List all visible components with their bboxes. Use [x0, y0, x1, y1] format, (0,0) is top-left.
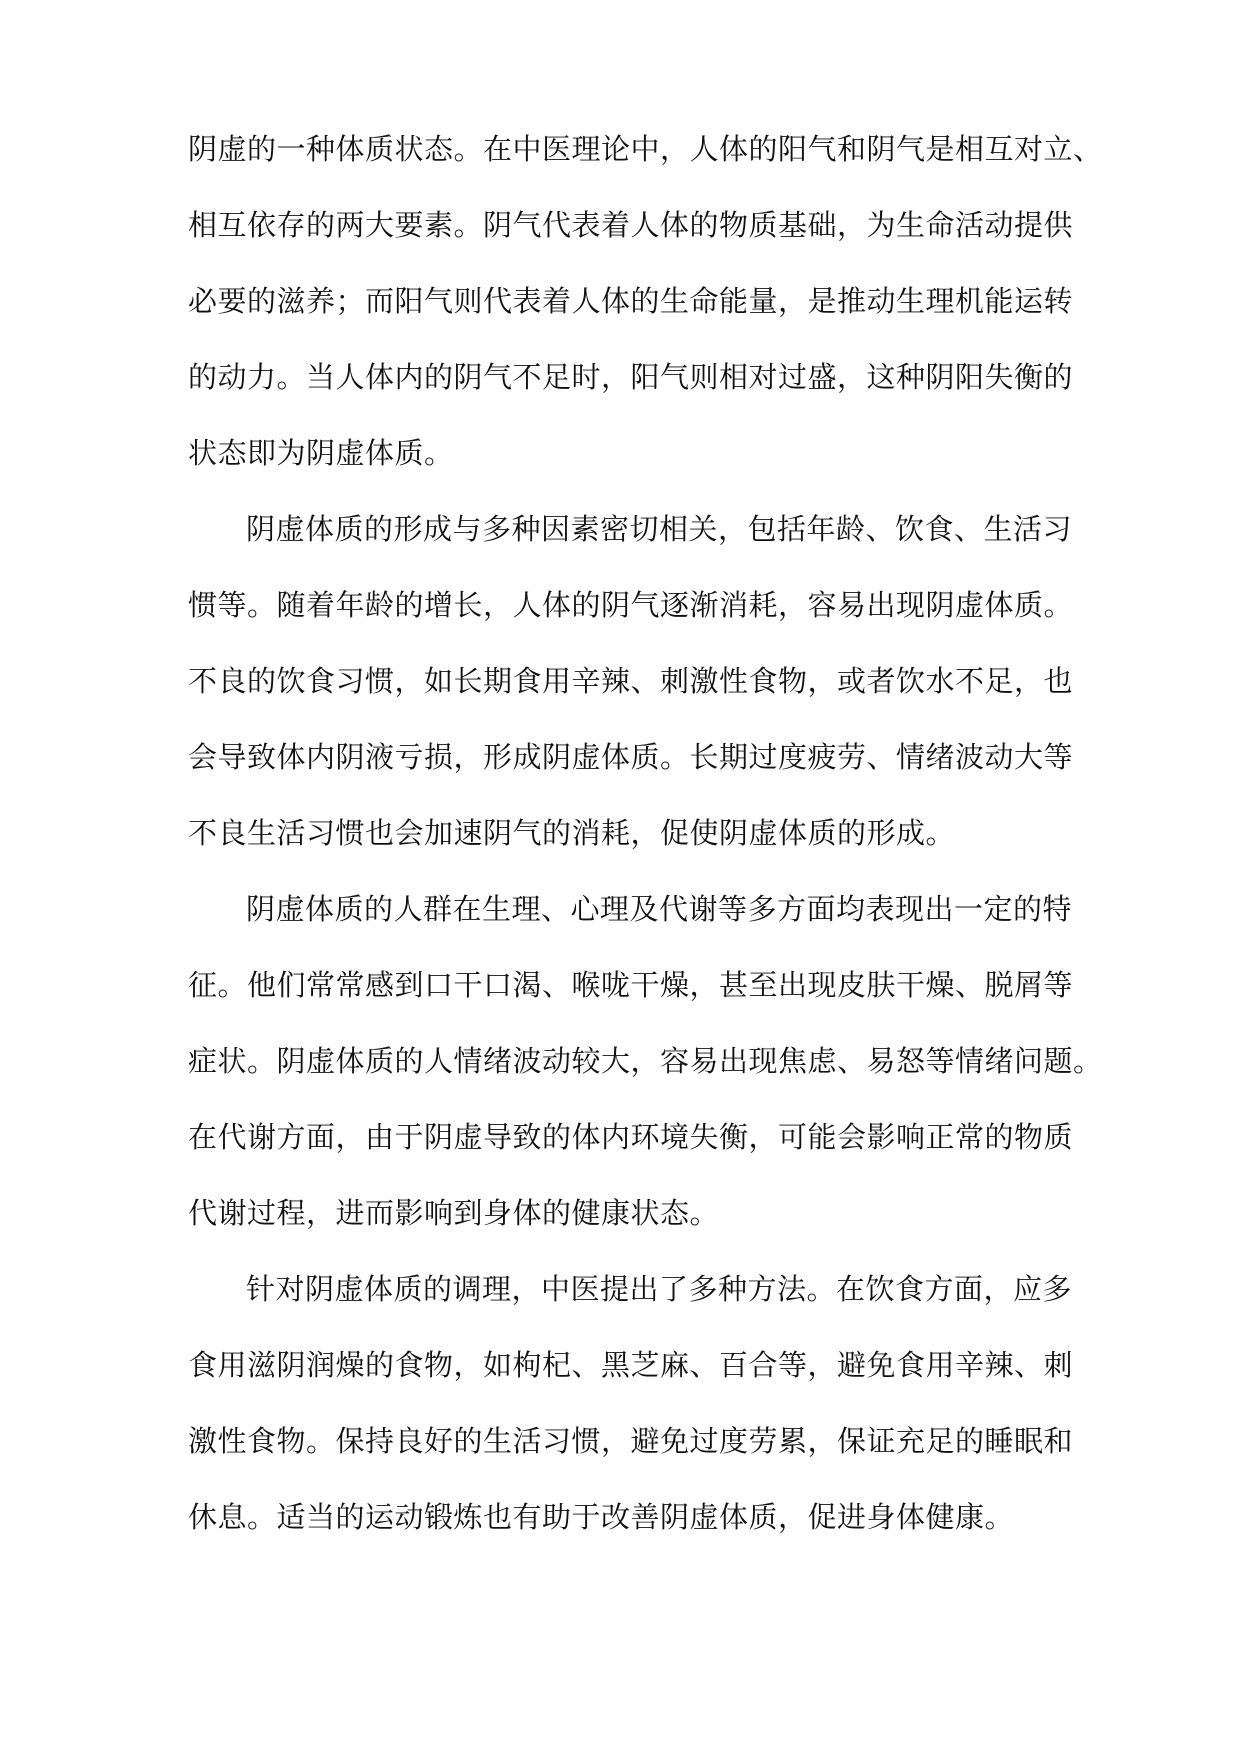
- paragraph-3: [188, 888, 1103, 1268]
- paragraph-1: [188, 128, 1103, 508]
- text-line: 必要的滋养；而阳气则代表着人体的生命能量，是推动生理机能运转: [188, 284, 1074, 318]
- text-line: 征。他们常常感到口干口渴、喉咙干燥，甚至出现皮肤干燥、脱屑等: [188, 968, 1074, 1002]
- text-line: 食用滋阴润燥的食物，如枸杞、黑芝麻、百合等，避免食用辛辣、刺: [188, 1348, 1074, 1382]
- text-line: 阴虚的一种体质状态。在中医理论中，人体的阳气和阴气是相互对立、: [188, 132, 1103, 166]
- paragraph-4: [188, 1268, 1074, 1572]
- text-line: 不良生活习惯也会加速阴气的消耗，促使阴虚体质的形成。: [188, 816, 956, 850]
- text-line: 针对阴虚体质的调理，中医提出了多种方法。在饮食方面，应多: [246, 1272, 1073, 1306]
- text-line: 的动力。当人体内的阴气不足时，阳气则相对过盛，这种阴阳失衡的: [188, 360, 1074, 394]
- paragraph-2: [188, 508, 1074, 888]
- text-line: 在代谢方面，由于阴虚导致的体内环境失衡，可能会影响正常的物质: [188, 1120, 1074, 1154]
- text-line: 惯等。随着年龄的增长，人体的阴气逐渐消耗，容易出现阴虚体质。: [188, 588, 1074, 622]
- text-line: 阴虚体质的人群在生理、心理及代谢等多方面均表现出一定的特: [246, 892, 1073, 926]
- text-line: 休息。适当的运动锻炼也有助于改善阴虚体质，促进身体健康。: [188, 1500, 1015, 1534]
- text-line: 不良的饮食习惯，如长期食用辛辣、刺激性食物，或者饮水不足，也: [188, 664, 1074, 698]
- document-body: [188, 128, 1103, 1572]
- text-line: 激性食物。保持良好的生活习惯，避免过度劳累，保证充足的睡眠和: [188, 1424, 1074, 1458]
- text-line: 相互依存的两大要素。阴气代表着人体的物质基础，为生命活动提供: [188, 208, 1074, 242]
- text-line: 会导致体内阴液亏损，形成阴虚体质。长期过度疲劳、情绪波动大等: [188, 740, 1074, 774]
- text-line: 代谢过程，进而影响到身体的健康状态。: [188, 1196, 720, 1230]
- text-line: 症状。阴虚体质的人情绪波动较大，容易出现焦虑、易怒等情绪问题。: [188, 1044, 1103, 1078]
- text-line: 状态即为阴虚体质。: [188, 436, 454, 470]
- text-line: 阴虚体质的形成与多种因素密切相关，包括年龄、饮食、生活习: [246, 512, 1073, 546]
